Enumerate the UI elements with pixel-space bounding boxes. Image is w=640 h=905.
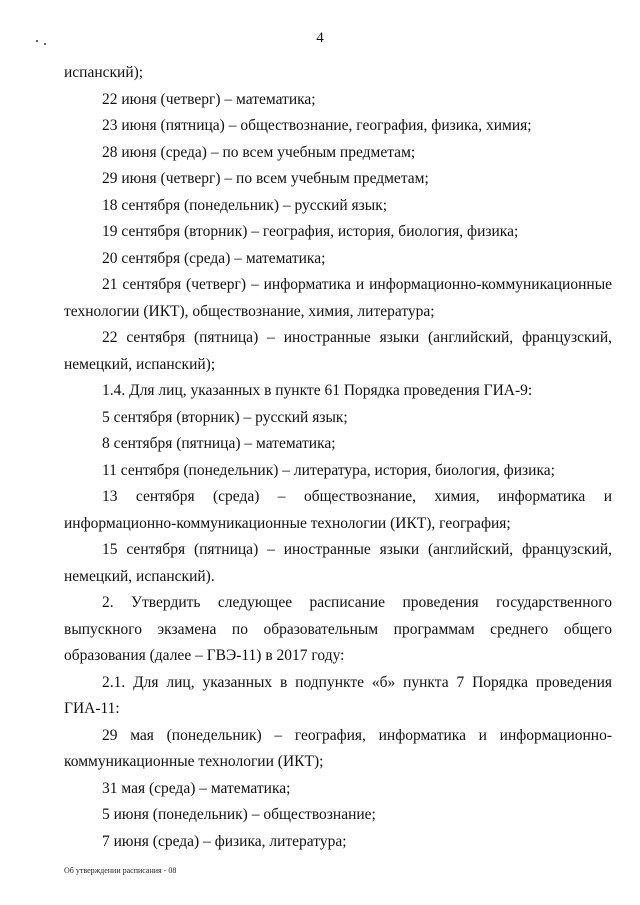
- text-line: 5 июня (понедельник) – обществознание;: [102, 806, 376, 823]
- document-footer: Об утверждении расписания - 08: [64, 866, 177, 875]
- text-line: ГИА-11:: [64, 700, 120, 717]
- text-line: 2.1. Для лиц, указанных в подпункте «б» пункта 7 Порядка проведения: [102, 673, 612, 691]
- text-line: 29 июня (четверг) – по всем учебным предметам;: [102, 170, 429, 187]
- text-line: 11 сентября (понедельник) – литература, история, биология, физика;: [102, 461, 555, 479]
- text-line: 29 мая (понедельник) – география, информатика и информационно-: [102, 726, 612, 744]
- text-line: 2. Утвердить следующее расписание проведения государственного: [102, 594, 612, 611]
- text-line: 23 июня (пятница) – обществознание, география, физика, химия;: [102, 117, 532, 134]
- scan-speck: [44, 43, 46, 45]
- text-line: 31 мая (среда) – математика;: [102, 779, 291, 797]
- text-line: испанский);: [64, 64, 144, 81]
- text-line: 8 сентября (пятница) – математика;: [102, 435, 336, 452]
- text-line: 15 сентября (пятница) – иностранные языки (английский, французский,: [102, 541, 612, 558]
- text-line: 21 сентября (четверг) – информатика и информационно-коммуникационные: [102, 276, 612, 293]
- text-line: образования (далее – ГВЭ-11) в 2017 году:: [64, 647, 345, 664]
- document-body: [64, 60, 612, 855]
- text-line: 22 июня (четверг) – математика;: [102, 90, 316, 108]
- text-line: 19 сентября (вторник) – география, история, биология, физика;: [102, 223, 519, 240]
- text-line: 20 сентября (среда) – математика;: [102, 249, 326, 267]
- text-line: выпускного экзамена по образовательным программам среднего общего: [64, 620, 612, 638]
- text-line: информационно-коммуникационные технологии (ИКТ), география;: [64, 514, 511, 532]
- text-line: 18 сентября (понедельник) – русский язык;: [102, 196, 388, 214]
- text-line: 22 сентября (пятница) – иностранные языки (английский, французский,: [102, 329, 612, 346]
- text-line: 28 июня (среда) – по всем учебным предметам;: [102, 143, 416, 161]
- text-line: 7 июня (среда) – физика, литература;: [102, 832, 347, 850]
- text-line: технологии (ИКТ), обществознание, химия, литература;: [64, 302, 435, 320]
- text-line: 13 сентября (среда) – обществознание, химия, информатика и: [102, 488, 612, 505]
- page-number: 4: [316, 30, 324, 46]
- text-line: немецкий, испанский);: [64, 355, 216, 373]
- scan-speck: [36, 40, 38, 42]
- text-line: коммуникационные технологии (ИКТ);: [64, 753, 324, 770]
- text-line: 1.4. Для лиц, указанных в пункте 61 Порядка проведения ГИА-9:: [102, 382, 533, 399]
- text-line: немецкий, испанский).: [64, 567, 215, 585]
- text-line: 5 сентября (вторник) – русский язык;: [102, 408, 348, 426]
